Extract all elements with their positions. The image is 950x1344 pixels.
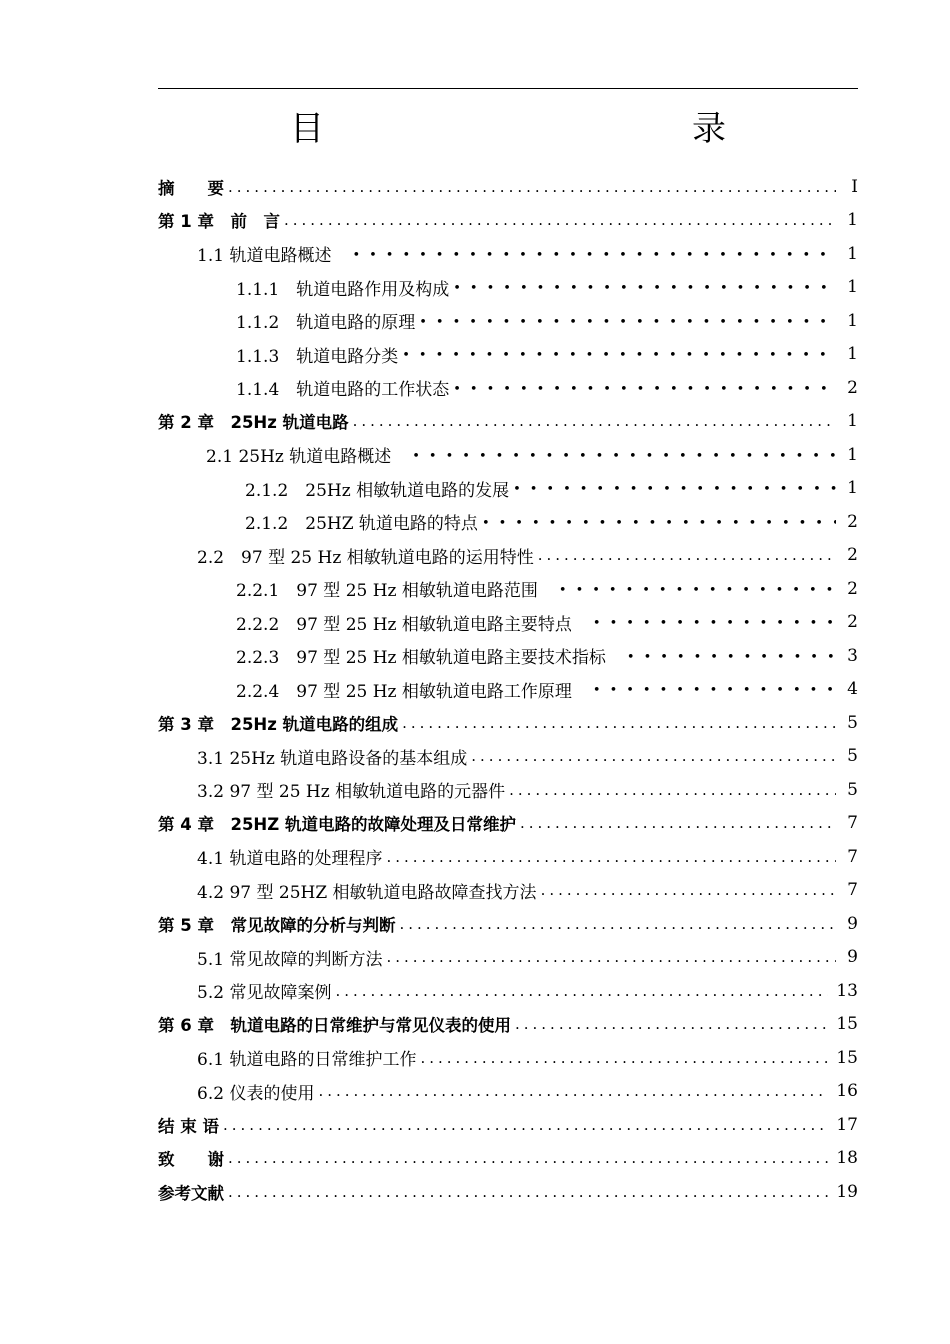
toc-page-number: 1: [847, 310, 858, 331]
toc-leader: [228, 1182, 828, 1202]
toc-entry-label: 1.1.2 轨道电路的原理: [236, 313, 416, 334]
toc-entry-label: 4.1 轨道电路的处理程序: [197, 849, 383, 870]
toc-page-number: 4: [847, 679, 858, 700]
toc-entry-label: 4.2 97 型 25HZ 相敏轨道电路故障查找方法: [197, 882, 537, 903]
toc-leader: [420, 1048, 828, 1068]
toc-entry-label: 5.2 常见故障案例: [197, 983, 332, 1004]
toc-leader: [559, 579, 836, 599]
toc-leader: [335, 981, 828, 1001]
toc-entry[interactable]: [158, 438, 858, 472]
toc-leader: [352, 244, 836, 264]
toc-leader: [228, 1148, 828, 1168]
toc-entry-label: 2.2.2 97 型 25 Hz 相敏轨道电路主要特点: [236, 614, 589, 635]
toc-leader: [386, 847, 836, 867]
toc-entry[interactable]: [158, 304, 858, 338]
toc-entry[interactable]: [158, 1041, 858, 1075]
toc-leader: [515, 1014, 828, 1034]
toc-entry-label: 第 4 章 25HZ 轨道电路的故障处理及日常维护: [158, 815, 516, 835]
toc-leader: [593, 612, 836, 632]
toc-entry-label: 1.1.3 轨道电路分类: [236, 346, 399, 367]
toc-page-number: 18: [836, 1148, 858, 1169]
toc-entry[interactable]: [158, 840, 858, 874]
toc-entry-label: 第 6 章 轨道电路的日常维护与常见仪表的使用: [158, 1016, 511, 1036]
toc-entry[interactable]: [158, 472, 858, 506]
toc-leader: [284, 210, 836, 230]
toc-page-number: 2: [847, 545, 858, 566]
toc-entry[interactable]: [158, 237, 858, 271]
toc-page-number: 1: [847, 478, 858, 499]
toc-leader: [419, 311, 836, 331]
toc-page-number: 1: [847, 210, 858, 231]
toc-entry-label: 第 1 章 前 言: [158, 212, 280, 232]
toc-leader: [318, 1081, 828, 1101]
toc-leader: [386, 947, 836, 967]
toc-entry-label: 2.2.4 97 型 25 Hz 相敏轨道电路工作原理: [236, 681, 589, 702]
page-title: 目 录: [290, 109, 826, 149]
toc-entry-label: 2.1.2 25Hz 相敏轨道电路的发展: [245, 480, 510, 501]
toc-entry[interactable]: [158, 1175, 858, 1209]
toc-entry[interactable]: [158, 673, 858, 707]
toc-entry[interactable]: [158, 706, 858, 740]
toc-entry[interactable]: [158, 371, 858, 405]
toc-page-number: 5: [847, 779, 858, 800]
toc-page-number: 7: [847, 880, 858, 901]
toc-entry-label: 2.2 97 型 25 Hz 相敏轨道电路的运用特性: [197, 547, 534, 568]
toc-entry[interactable]: [158, 773, 858, 807]
toc-entry-label: 1.1 轨道电路概述: [197, 246, 349, 267]
toc-page-number: 15: [836, 1014, 858, 1035]
toc-page-number: 9: [847, 947, 858, 968]
toc-page-number: 15: [836, 1047, 858, 1068]
toc-leader: [223, 1115, 828, 1135]
toc-entry[interactable]: [158, 170, 858, 204]
toc-leader: [538, 545, 836, 565]
toc-page-number: 3: [847, 645, 858, 666]
toc-page-number: 1: [847, 277, 858, 298]
toc-leader: [513, 478, 836, 498]
toc-leader: [353, 411, 836, 431]
toc-page-number: 7: [847, 846, 858, 867]
toc-leader: [471, 746, 836, 766]
toc-page-number: 2: [847, 511, 858, 532]
toc-entry-label: 6.2 仪表的使用: [197, 1083, 315, 1104]
toc-page-number: 1: [847, 411, 858, 432]
toc-page-number: 16: [836, 1081, 858, 1102]
toc-entry[interactable]: [158, 874, 858, 908]
toc-page-number: 9: [847, 913, 858, 934]
toc-entry-label: 2.2.3 97 型 25 Hz 相敏轨道电路主要技术指标: [236, 648, 623, 669]
toc-entry-label: 2.1.2 25HZ 轨道电路的特点: [245, 514, 478, 535]
toc-entry[interactable]: [158, 572, 858, 606]
toc-entry[interactable]: [158, 271, 858, 305]
toc-entry-label: 3.1 25Hz 轨道电路设备的基本组成: [197, 748, 468, 769]
toc-entry[interactable]: [158, 807, 858, 841]
toc-entry[interactable]: [158, 941, 858, 975]
toc-entry-label: 参考文献: [158, 1183, 224, 1203]
toc-entry-label: 2.1 25Hz 轨道电路概述: [206, 447, 409, 468]
toc-entry[interactable]: [158, 606, 858, 640]
toc-entry[interactable]: [158, 974, 858, 1008]
toc-entry-label: 2.2.1 97 型 25 Hz 相敏轨道电路范围: [236, 581, 555, 602]
toc-entry-label: 第 5 章 常见故障的分析与判断: [158, 915, 396, 935]
toc-entry[interactable]: [158, 1008, 858, 1042]
toc-entry[interactable]: [158, 539, 858, 573]
toc-leader: [412, 445, 836, 465]
toc-entry-label: 结 束 语: [158, 1116, 219, 1136]
toc-entry[interactable]: [158, 505, 858, 539]
toc-entry[interactable]: [158, 639, 858, 673]
toc-entry[interactable]: [158, 1108, 858, 1142]
toc-entry[interactable]: [158, 740, 858, 774]
toc-entry[interactable]: [158, 405, 858, 439]
toc-page-number: 2: [847, 578, 858, 599]
toc-entry[interactable]: [158, 1075, 858, 1109]
toc-entry-label: 6.1 轨道电路的日常维护工作: [197, 1050, 417, 1071]
toc-leader: [482, 512, 836, 532]
toc-entry-label: 3.2 97 型 25 Hz 相敏轨道电路的元器件: [197, 782, 506, 803]
toc-leader: [453, 277, 836, 297]
toc-leader: [520, 813, 836, 833]
toc-leader: [399, 914, 836, 934]
toc-page-number: 7: [847, 813, 858, 834]
toc-page-number: 1: [847, 444, 858, 465]
toc-entry-label: 致 谢: [158, 1150, 224, 1170]
toc-page-number: 5: [847, 746, 858, 767]
toc-leader: [453, 378, 836, 398]
toc-entry-label: 第 3 章 25Hz 轨道电路的组成: [158, 714, 399, 734]
toc-entry[interactable]: [158, 338, 858, 372]
toc-page-number: 13: [836, 980, 858, 1001]
toc-leader: [402, 713, 836, 733]
toc-leader: [228, 177, 836, 197]
toc-entry-label: 摘 要: [158, 178, 224, 198]
toc-leader: [593, 679, 836, 699]
toc-leader: [541, 880, 836, 900]
toc-page-number: 2: [847, 612, 858, 633]
toc-leader: [509, 780, 836, 800]
table-of-contents: [158, 170, 858, 1209]
toc-page-number: 17: [836, 1114, 858, 1135]
toc-entry-label: 第 2 章 25Hz 轨道电路: [158, 413, 349, 433]
toc-entry[interactable]: [158, 1142, 858, 1176]
toc-entry[interactable]: [158, 907, 858, 941]
toc-page-number: 1: [847, 344, 858, 365]
toc-leader: [627, 646, 836, 666]
toc-page-number: 19: [836, 1181, 858, 1202]
toc-leader: [402, 344, 836, 364]
toc-entry-label: 5.1 常见故障的判断方法: [197, 949, 383, 970]
toc-page-number: I: [851, 176, 858, 197]
toc-page-number: 2: [847, 377, 858, 398]
toc-entry-label: 1.1.4 轨道电路的工作状态: [236, 380, 450, 401]
header-rule: [158, 88, 858, 89]
toc-entry-label: 1.1.1 轨道电路作用及构成: [236, 279, 450, 300]
toc-entry[interactable]: [158, 204, 858, 238]
toc-page-number: 5: [847, 712, 858, 733]
toc-page-number: 1: [847, 243, 858, 264]
